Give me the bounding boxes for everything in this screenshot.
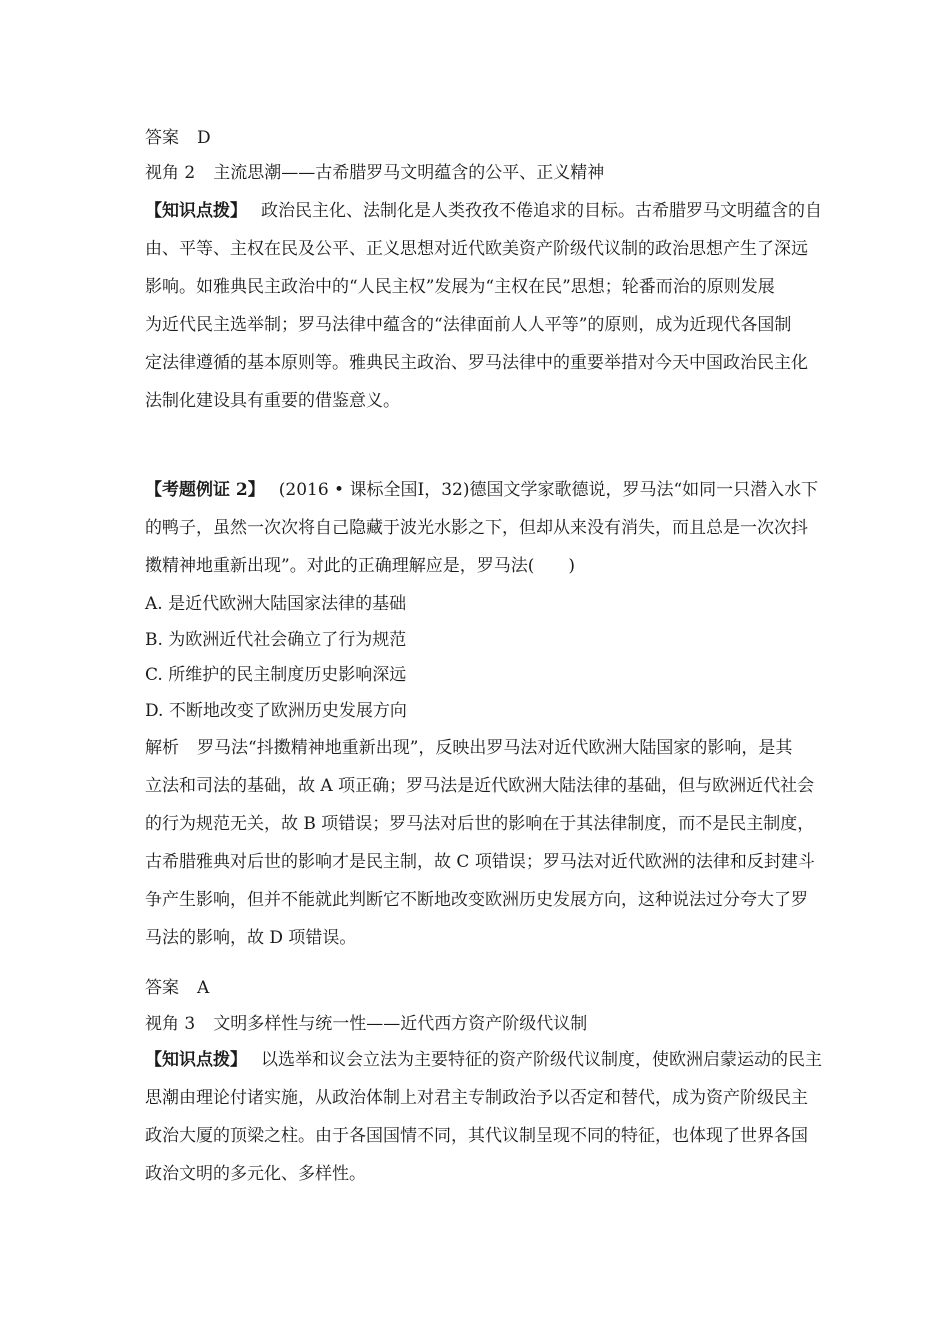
knowledge-paragraph-line: 定法律遵循的基本原则等。雅典民主政治、罗马法律中的重要举措对今天中国政治民主化 [145, 353, 808, 373]
knowledge-paragraph-line: 法制化建设具有重要的借鉴意义。 [145, 391, 400, 411]
analysis-paragraph-line: 解析 罗马法“抖擞精神地重新出现”，反映出罗马法对近代欧洲大陆国家的影响，是其 [145, 738, 793, 758]
analysis-paragraph-line: 争产生影响，但并不能就此判断它不断地改变欧洲历史发展方向，这种说法过分夸大了罗 [145, 890, 808, 910]
analysis-paragraph-line: 古希腊雅典对后世的影响才是民主制，故 C 项错误；罗马法对近代欧洲的法律和反封建斗 [145, 852, 815, 872]
answer-line-1 [145, 127, 211, 149]
knowledge-paragraph-line: 由、平等、主权在民及公平、正义思想对近代欧美资产阶级代议制的政治思想产生了深远 [145, 239, 808, 259]
view-title: 主流思潮——古希腊罗马文明蕴含的公平、正义精神 [213, 163, 605, 183]
analysis-paragraph-line: 立法和司法的基础，故 A 项正确；罗马法是近代欧洲大陆法律的基础，但与欧洲近代社会 [145, 776, 815, 796]
answer-label: 答案 [145, 978, 179, 998]
option-d: D. 不断地改变了欧洲历史发展方向 [145, 701, 407, 721]
view-label: 视角 3 [145, 1014, 196, 1034]
knowledge-paragraph-line: 为近代民主选举制；罗马法律中蕴含的“法律面前人人平等”的原则，成为近现代各国制 [145, 315, 792, 335]
knowledge-paragraph-line: 影响。如雅典民主政治中的“人民主权”发展为“主权在民”思想；轮番而治的原则发展 [145, 277, 775, 297]
example-paragraph-line: 擞精神地重新出现”。对此的正确理解应是，罗马法( ) [145, 556, 575, 576]
view-heading-2 [145, 162, 604, 184]
knowledge-paragraph-line: 【知识点拨】 政治民主化、法制化是人类孜孜不倦追求的目标。古希腊罗马文明蕴含的自 [145, 201, 822, 221]
knowledge-paragraph-line: 思潮由理论付诸实施，从政治体制上对君主专制政治予以否定和替代，成为资产阶级民主 [145, 1088, 808, 1108]
example-tag: 【考题例证 2】 [145, 480, 265, 500]
view-title: 文明多样性与统一性——近代西方资产阶级代议制 [213, 1014, 588, 1034]
knowledge-paragraph-line: 政治文明的多元化、多样性。 [145, 1164, 366, 1184]
answer-value: D [197, 128, 211, 148]
knowledge-tag: 【知识点拨】 [145, 201, 247, 221]
knowledge-tag: 【知识点拨】 [145, 1050, 247, 1070]
answer-value: A [197, 978, 210, 998]
example-paragraph-line: 的鸭子，虽然一次次将自己隐藏于波光水影之下，但却从来没有消失，而且总是一次次抖 [145, 518, 808, 538]
answer-label: 答案 [145, 128, 179, 148]
analysis-label: 解析 [145, 738, 179, 758]
knowledge-paragraph-line: 【知识点拨】 以选举和议会立法为主要特征的资产阶级代议制度，使欧洲启蒙运动的民主 [145, 1050, 822, 1070]
option-a: A. 是近代欧洲大陆国家法律的基础 [145, 594, 407, 614]
view-heading-3 [145, 1013, 587, 1035]
option-c: C. 所维护的民主制度历史影响深远 [145, 665, 407, 685]
option-b: B. 为欧洲近代社会确立了行为规范 [145, 630, 407, 650]
knowledge-paragraph-line: 政治大厦的顶梁之柱。由于各国国情不同，其代议制呈现不同的特征，也体现了世界各国 [145, 1126, 808, 1146]
analysis-paragraph-line: 马法的影响，故 D 项错误。 [145, 928, 357, 948]
view-label: 视角 2 [145, 163, 196, 183]
answer-line-2 [145, 977, 209, 999]
example-paragraph-line: 【考题例证 2】 (2016 • 课标全国Ⅰ，32)德国文学家歌德说，罗马法“如同一只潜入水下 [145, 480, 819, 500]
analysis-paragraph-line: 的行为规范无关，故 B 项错误；罗马法对后世的影响在于其法律制度，而不是民主制度， [145, 814, 815, 834]
